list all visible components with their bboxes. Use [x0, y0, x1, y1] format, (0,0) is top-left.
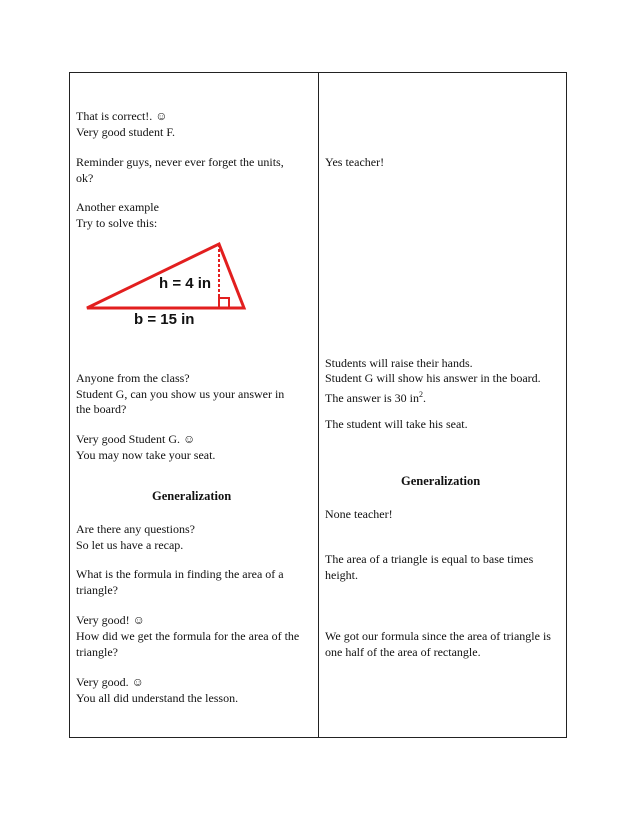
- height-label: h = 4 in: [159, 275, 212, 292]
- teacher-line: Very good Student G. ☺: [76, 432, 196, 446]
- teacher-line: Are there any questions?: [76, 522, 195, 536]
- answer-period: .: [422, 391, 426, 405]
- teacher-line: What is the formula in finding the area of a: [76, 567, 284, 581]
- student-line: Student G will show his answer in the board.: [325, 371, 541, 385]
- teacher-line: Another example: [76, 200, 159, 214]
- teacher-line: You all did understand the lesson.: [76, 691, 239, 705]
- student-line: Students will raise their hands.: [325, 356, 473, 370]
- column-divider: [318, 72, 319, 738]
- student-answer-line: [325, 387, 426, 406]
- student-line: Yes teacher!: [325, 155, 385, 169]
- teacher-line: That is correct!. ☺: [76, 109, 168, 123]
- teacher-line: triangle?: [76, 645, 118, 659]
- student-line: None teacher!: [325, 507, 393, 521]
- generalization-heading-left: Generalization: [152, 489, 232, 503]
- teacher-line: Try to solve this:: [76, 216, 158, 230]
- student-line: The area of a triangle is equal to base times: [325, 552, 534, 566]
- teacher-line: triangle?: [76, 583, 118, 597]
- teacher-line: Reminder guys, never ever forget the units,: [76, 155, 284, 169]
- teacher-line: You may now take your seat.: [76, 448, 216, 462]
- answer-text: The answer is 30 in: [325, 391, 419, 405]
- teacher-line: ok?: [76, 171, 94, 185]
- student-line: The student will take his seat.: [325, 417, 468, 431]
- teacher-line: the board?: [76, 402, 127, 416]
- student-line: one half of the area of rectangle.: [325, 645, 481, 659]
- answer-superscript: 2: [418, 390, 423, 399]
- teacher-line: Anyone from the class?: [76, 371, 190, 385]
- student-line: We got our formula since the area of triangle is: [325, 629, 551, 643]
- teacher-line: How did we get the formula for the area of the: [76, 629, 300, 643]
- generalization-heading-right: Generalization: [401, 474, 481, 488]
- teacher-line: Student G, can you show us your answer in: [76, 387, 285, 401]
- teacher-line: Very good student F.: [76, 125, 176, 139]
- teacher-line: Very good! ☺: [76, 613, 145, 627]
- teacher-line: So let us have a recap.: [76, 538, 184, 552]
- base-label: b = 15 in: [134, 311, 195, 328]
- student-line: height.: [325, 568, 358, 582]
- teacher-line: Very good. ☺: [76, 675, 144, 689]
